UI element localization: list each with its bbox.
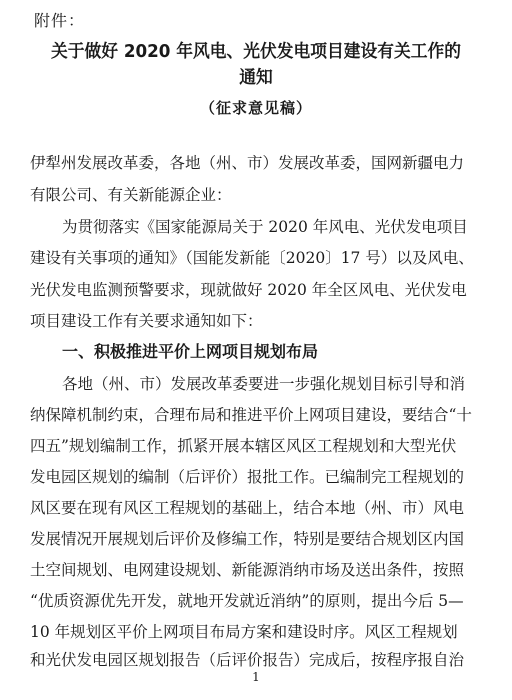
addressee-line: 伊犁州发展改革委，各地（州、市）发展改革委，国网新疆电力 bbox=[30, 154, 465, 172]
body-line: “优质资源优先开发，就地开发就近消纳”的原则，提出今后 5— bbox=[30, 592, 464, 610]
body-line: 四五”规划编制工作，抓紧开展本辖区风区工程规划和大型光伏 bbox=[30, 437, 457, 455]
document-title-line-1: 关于做好 2020 年风电、光伏发电项目建设有关工作的 bbox=[51, 42, 461, 62]
body-line: 土空间规划、电网建设规划、新能源消纳市场及送出条件，按照 bbox=[30, 561, 465, 579]
body-line: 发电园区规划的编制（后评价）报批工作。已编制完工程规划的 bbox=[30, 468, 465, 486]
body-line: 各地（州、市）发展改革委要进一步强化规划目标引导和消 bbox=[62, 375, 466, 393]
page-number: 1 bbox=[252, 670, 260, 684]
addressee-line: 有限公司、有关新能源企业： bbox=[30, 186, 232, 204]
intro-line: 为贯彻落实《国家能源局关于 2020 年风电、光伏发电项目 bbox=[62, 218, 468, 236]
draft-subtitle: （征求意见稿） bbox=[199, 99, 312, 117]
body-line: 纳保障机制约束，合理布局和推进平价上网项目建设，要结合“十 bbox=[30, 406, 472, 424]
section-heading: 一、积极推进平价上网项目规划布局 bbox=[62, 342, 319, 361]
intro-line: 建设有关事项的通知》（国能发新能〔2020〕17 号）以及风电、 bbox=[30, 249, 474, 267]
attachment-label: 附件： bbox=[34, 11, 86, 30]
body-line: 发展情况开展规划后评价及修编工作，特别是要结合规划区内国 bbox=[30, 530, 465, 548]
intro-line: 光伏发电监测预警要求，现就做好 2020 年全区风电、光伏发电 bbox=[30, 281, 467, 299]
intro-line: 项目建设工作有关要求通知如下： bbox=[30, 312, 263, 330]
document-title-line-2: 通知 bbox=[239, 68, 273, 88]
body-line: 风区要在现有风区工程规划的基础上，结合本地（州、市）风电 bbox=[30, 499, 465, 517]
body-line: 和光伏发电园区规划报告（后评价报告）完成后，按程序报自治 bbox=[30, 651, 465, 669]
body-line: 10 年规划区平价上网项目布局方案和建设时序。风区工程规划 bbox=[30, 623, 458, 641]
